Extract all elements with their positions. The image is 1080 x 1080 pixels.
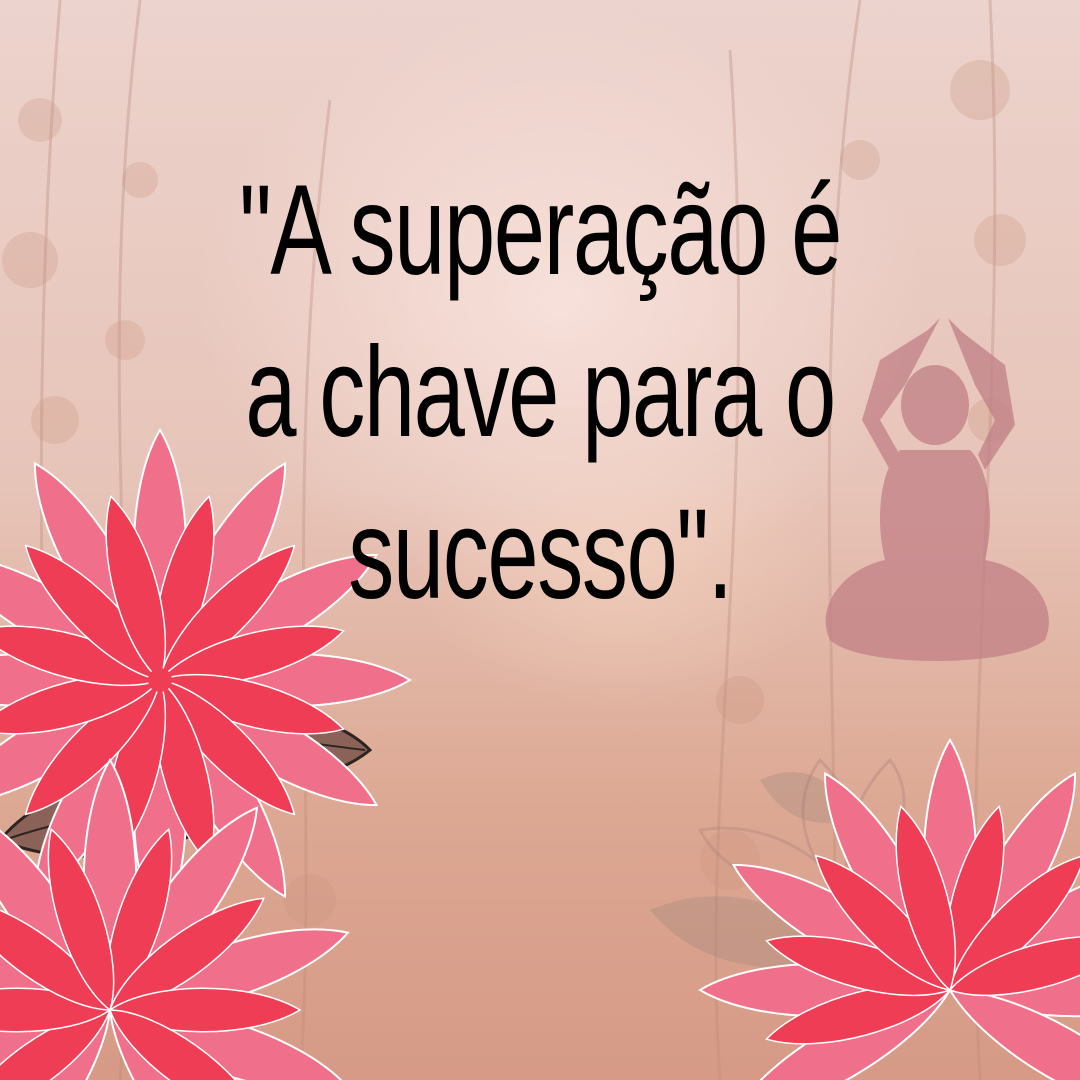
quote-line-2: a chave para o bbox=[245, 321, 835, 464]
quote-text bbox=[216, 150, 864, 636]
quote-line-3: sucesso". bbox=[348, 483, 732, 626]
quote-line-1: "A superação é bbox=[239, 159, 841, 302]
